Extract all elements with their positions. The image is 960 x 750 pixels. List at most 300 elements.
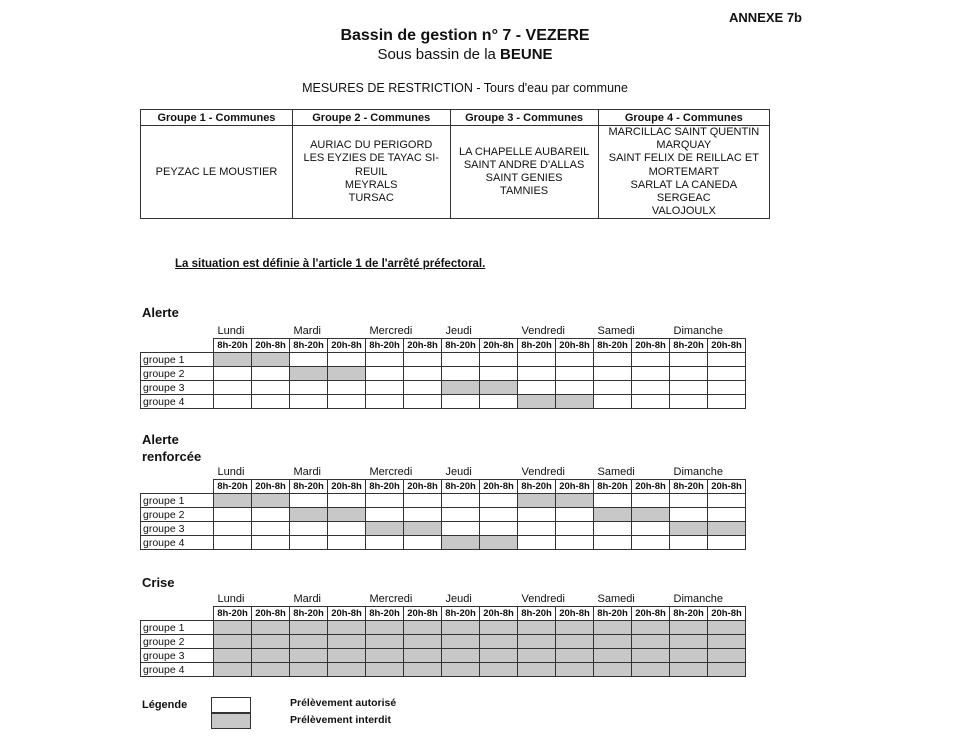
cell-forbidden xyxy=(632,621,670,635)
day-row xyxy=(141,465,746,480)
cell-allowed xyxy=(708,494,746,508)
cell-allowed xyxy=(404,494,442,508)
cell-forbidden xyxy=(632,663,670,677)
cell-allowed xyxy=(670,494,708,508)
cell-allowed xyxy=(632,353,670,367)
cell-allowed xyxy=(480,395,518,409)
cell-allowed xyxy=(366,395,404,409)
cell-forbidden xyxy=(252,635,290,649)
day-label: Lundi xyxy=(217,466,245,478)
cell-allowed xyxy=(594,395,632,409)
commune-name: SAINT ANDRE D'ALLAS xyxy=(463,159,585,171)
cell-forbidden xyxy=(480,649,518,663)
day-label: Jeudi xyxy=(445,466,472,478)
communes-table xyxy=(140,109,770,219)
group-row xyxy=(141,522,746,536)
cell-allowed xyxy=(442,395,480,409)
group-row xyxy=(141,367,746,381)
commune-name: PEYZAC LE MOUSTIER xyxy=(155,165,278,178)
cell-allowed xyxy=(594,536,632,550)
day-label: Mardi xyxy=(293,593,322,605)
time-slot-label: 8h-20h xyxy=(290,339,328,353)
cell-allowed xyxy=(556,381,594,395)
time-slot-label: 20h-8h xyxy=(556,480,594,494)
cell-forbidden xyxy=(214,494,252,508)
corner-cell xyxy=(141,339,214,353)
cell-forbidden xyxy=(328,663,366,677)
time-slot-label: 20h-8h xyxy=(632,607,670,621)
cell-forbidden xyxy=(632,508,670,522)
cell-allowed xyxy=(518,522,556,536)
cell-allowed xyxy=(404,353,442,367)
cell-allowed xyxy=(442,508,480,522)
day-label: Dimanche xyxy=(673,466,724,478)
cell-forbidden xyxy=(442,635,480,649)
cell-allowed xyxy=(670,353,708,367)
time-slot-label: 8h-20h xyxy=(442,607,480,621)
cell-allowed xyxy=(480,353,518,367)
time-slot-label: 20h-8h xyxy=(556,339,594,353)
time-slot-label: 8h-20h xyxy=(670,607,708,621)
group-label: groupe 1 xyxy=(141,621,214,635)
cell-forbidden xyxy=(328,508,366,522)
cell-forbidden xyxy=(404,649,442,663)
commune-name: MARQUAY xyxy=(656,139,712,152)
cell-forbidden xyxy=(594,635,632,649)
cell-allowed xyxy=(594,353,632,367)
schedule-title-line: Alerte xyxy=(142,432,179,447)
time-slot-label: 8h-20h xyxy=(518,607,556,621)
cell-allowed xyxy=(290,522,328,536)
cell-forbidden xyxy=(214,635,252,649)
cell-allowed xyxy=(480,494,518,508)
cell-allowed xyxy=(328,395,366,409)
cell-forbidden xyxy=(480,663,518,677)
cell-forbidden xyxy=(518,649,556,663)
cell-forbidden xyxy=(328,649,366,663)
group-row xyxy=(141,381,746,395)
cell-forbidden xyxy=(518,621,556,635)
cell-allowed xyxy=(442,522,480,536)
time-slot-label: 20h-8h xyxy=(556,607,594,621)
day-label: Dimanche xyxy=(673,325,724,337)
time-slot-label: 20h-8h xyxy=(328,339,366,353)
group-row xyxy=(141,635,746,649)
time-slot-label: 20h-8h xyxy=(708,480,746,494)
cell-forbidden xyxy=(480,621,518,635)
communes-cell-group-2 xyxy=(292,126,450,219)
commune-name: SAINT GENIES xyxy=(485,172,563,185)
subbasin-prefix: Sous bassin de la xyxy=(377,46,501,63)
cell-allowed xyxy=(594,494,632,508)
cell-forbidden xyxy=(328,621,366,635)
cell-allowed xyxy=(708,367,746,381)
time-slot-label: 8h-20h xyxy=(594,339,632,353)
communes-cell-group-4 xyxy=(598,126,769,219)
group-label: groupe 2 xyxy=(141,635,214,649)
day-label: Mardi xyxy=(293,325,322,337)
cell-forbidden xyxy=(442,649,480,663)
cell-forbidden xyxy=(556,649,594,663)
cell-allowed xyxy=(670,381,708,395)
cell-allowed xyxy=(670,508,708,522)
time-slot-label: 8h-20h xyxy=(518,339,556,353)
cell-forbidden xyxy=(518,663,556,677)
cell-allowed xyxy=(556,353,594,367)
cell-forbidden xyxy=(366,635,404,649)
cell-forbidden xyxy=(404,621,442,635)
cell-allowed xyxy=(290,395,328,409)
time-slot-label: 8h-20h xyxy=(442,339,480,353)
cell-forbidden xyxy=(442,663,480,677)
schedule-title xyxy=(142,574,175,591)
cell-allowed xyxy=(214,381,252,395)
cell-forbidden xyxy=(556,635,594,649)
day-label: Samedi xyxy=(597,325,635,337)
legend-swatch-allowed xyxy=(211,697,251,713)
group-row xyxy=(141,649,746,663)
cell-allowed xyxy=(366,353,404,367)
cell-forbidden xyxy=(594,649,632,663)
day-row xyxy=(141,324,746,339)
cell-forbidden xyxy=(252,663,290,677)
commune-name: SARLAT LA CANEDA xyxy=(630,178,738,191)
day-label: Lundi xyxy=(217,325,245,337)
group-label: groupe 3 xyxy=(141,522,214,536)
cell-allowed xyxy=(708,536,746,550)
cell-allowed xyxy=(480,508,518,522)
legend-label-forbidden: Prélèvement interdit xyxy=(290,714,391,726)
communes-cell-group-1 xyxy=(141,126,293,219)
corner-cell xyxy=(141,607,214,621)
cell-allowed xyxy=(442,494,480,508)
legend-swatch-forbidden xyxy=(211,713,251,729)
regulation-note: La situation est définie à l'article 1 de l'arrêté préfectoral. xyxy=(175,258,486,270)
cell-allowed xyxy=(290,494,328,508)
time-slot-label: 8h-20h xyxy=(366,339,404,353)
cell-allowed xyxy=(404,536,442,550)
time-slot-label: 8h-20h xyxy=(290,607,328,621)
time-slot-label: 20h-8h xyxy=(632,339,670,353)
cell-allowed xyxy=(328,494,366,508)
cell-allowed xyxy=(442,367,480,381)
cell-allowed xyxy=(404,367,442,381)
day-label: Mardi xyxy=(293,466,322,478)
time-slot-label: 20h-8h xyxy=(404,480,442,494)
commune-name: TURSAC xyxy=(348,192,394,205)
cell-allowed xyxy=(290,353,328,367)
cell-allowed xyxy=(290,536,328,550)
cell-allowed xyxy=(252,395,290,409)
day-label: Vendredi xyxy=(521,593,565,605)
commune-name: AURIAC DU PERIGORD xyxy=(310,139,433,152)
corner-cell xyxy=(141,324,214,339)
group-label: groupe 2 xyxy=(141,367,214,381)
cell-forbidden xyxy=(366,522,404,536)
time-slot-label: 8h-20h xyxy=(518,480,556,494)
day-label: Samedi xyxy=(597,466,635,478)
cell-forbidden xyxy=(290,621,328,635)
cell-allowed xyxy=(632,522,670,536)
cell-allowed xyxy=(670,367,708,381)
cell-forbidden xyxy=(708,649,746,663)
cell-allowed xyxy=(556,367,594,381)
cell-forbidden xyxy=(328,635,366,649)
cell-allowed xyxy=(594,381,632,395)
group-row xyxy=(141,353,746,367)
commune-name: MARCILLAC SAINT QUENTIN xyxy=(608,126,760,138)
cell-forbidden xyxy=(594,621,632,635)
cell-forbidden xyxy=(290,649,328,663)
cell-allowed xyxy=(632,367,670,381)
cell-forbidden xyxy=(328,367,366,381)
document-subtitle xyxy=(0,46,930,63)
communes-header-4: Groupe 4 - Communes xyxy=(598,110,769,126)
cell-allowed xyxy=(556,536,594,550)
cell-allowed xyxy=(556,508,594,522)
corner-cell xyxy=(141,480,214,494)
cell-allowed xyxy=(594,522,632,536)
day-row xyxy=(141,592,746,607)
cell-allowed xyxy=(290,381,328,395)
legend-title: Légende xyxy=(142,699,188,711)
time-slot-label: 20h-8h xyxy=(328,607,366,621)
cell-allowed xyxy=(480,522,518,536)
cell-forbidden xyxy=(670,663,708,677)
cell-forbidden xyxy=(480,536,518,550)
cell-allowed xyxy=(708,395,746,409)
time-slot-label: 20h-8h xyxy=(480,607,518,621)
annex-label: ANNEXE 7b xyxy=(729,10,802,25)
cell-allowed xyxy=(708,353,746,367)
cell-forbidden xyxy=(670,522,708,536)
day-label: Jeudi xyxy=(445,593,472,605)
cell-forbidden xyxy=(632,635,670,649)
cell-allowed xyxy=(632,395,670,409)
commune-name: SAINT FELIX DE REILLAC ET xyxy=(608,152,759,165)
cell-forbidden xyxy=(518,635,556,649)
group-label: groupe 1 xyxy=(141,353,214,367)
cell-allowed xyxy=(518,381,556,395)
cell-allowed xyxy=(366,536,404,550)
commune-name: LES EYZIES DE TAYAC SI- xyxy=(303,152,439,165)
cell-allowed xyxy=(366,494,404,508)
cell-forbidden xyxy=(708,663,746,677)
cell-allowed xyxy=(252,522,290,536)
cell-forbidden xyxy=(556,395,594,409)
cell-forbidden xyxy=(594,508,632,522)
time-slot-label: 8h-20h xyxy=(214,339,252,353)
cell-forbidden xyxy=(366,621,404,635)
cell-allowed xyxy=(670,395,708,409)
cell-forbidden xyxy=(442,621,480,635)
commune-name: VALOJOULX xyxy=(651,205,716,218)
day-label: Mercredi xyxy=(369,593,413,605)
day-label: Jeudi xyxy=(445,325,472,337)
cell-forbidden xyxy=(480,635,518,649)
cell-forbidden xyxy=(708,522,746,536)
cell-forbidden xyxy=(594,663,632,677)
time-slot-label: 8h-20h xyxy=(214,607,252,621)
cell-allowed xyxy=(252,508,290,522)
time-slot-label: 20h-8h xyxy=(708,339,746,353)
cell-allowed xyxy=(328,536,366,550)
group-label: groupe 4 xyxy=(141,663,214,677)
corner-cell xyxy=(141,465,214,480)
time-slot-label: 20h-8h xyxy=(480,480,518,494)
communes-header-3: Groupe 3 - Communes xyxy=(450,110,598,126)
time-slot-label: 20h-8h xyxy=(328,480,366,494)
cell-allowed xyxy=(632,494,670,508)
cell-allowed xyxy=(366,381,404,395)
cell-forbidden xyxy=(404,635,442,649)
cell-forbidden xyxy=(404,663,442,677)
group-row xyxy=(141,395,746,409)
cell-allowed xyxy=(252,381,290,395)
cell-forbidden xyxy=(252,353,290,367)
cell-allowed xyxy=(518,508,556,522)
cell-allowed xyxy=(404,508,442,522)
day-label: Dimanche xyxy=(673,593,724,605)
time-slot-label: 8h-20h xyxy=(670,480,708,494)
cell-forbidden xyxy=(214,353,252,367)
schedule-title-line: Crise xyxy=(142,575,175,590)
slot-row xyxy=(141,339,746,353)
time-slot-label: 8h-20h xyxy=(214,480,252,494)
cell-forbidden xyxy=(290,663,328,677)
cell-allowed xyxy=(708,381,746,395)
time-slot-label: 8h-20h xyxy=(670,339,708,353)
group-label: groupe 3 xyxy=(141,649,214,663)
cell-forbidden xyxy=(252,494,290,508)
group-label: groupe 4 xyxy=(141,395,214,409)
cell-forbidden xyxy=(404,522,442,536)
commune-name: TAMNIES xyxy=(500,185,549,198)
cell-allowed xyxy=(556,522,594,536)
group-label: groupe 1 xyxy=(141,494,214,508)
cell-forbidden xyxy=(290,635,328,649)
cell-allowed xyxy=(214,395,252,409)
cell-allowed xyxy=(404,395,442,409)
cell-forbidden xyxy=(290,508,328,522)
legend-label-allowed: Prélèvement autorisé xyxy=(290,697,397,709)
time-slot-label: 20h-8h xyxy=(632,480,670,494)
group-row xyxy=(141,621,746,635)
commune-name: LA CHAPELLE AUBAREIL xyxy=(458,145,590,158)
cell-allowed xyxy=(252,536,290,550)
cell-allowed xyxy=(252,367,290,381)
day-label: Mercredi xyxy=(369,325,413,337)
cell-forbidden xyxy=(214,621,252,635)
cell-forbidden xyxy=(214,663,252,677)
time-slot-label: 20h-8h xyxy=(404,607,442,621)
time-slot-label: 8h-20h xyxy=(594,480,632,494)
commune-name: MORTEMART xyxy=(648,165,720,178)
cell-allowed xyxy=(366,508,404,522)
day-label: Lundi xyxy=(217,593,245,605)
group-label: groupe 4 xyxy=(141,536,214,550)
group-label: groupe 3 xyxy=(141,381,214,395)
cell-allowed xyxy=(708,508,746,522)
schedule-title xyxy=(142,431,201,465)
cell-forbidden xyxy=(708,621,746,635)
time-slot-label: 20h-8h xyxy=(708,607,746,621)
time-slot-label: 8h-20h xyxy=(594,607,632,621)
cell-allowed xyxy=(594,367,632,381)
schedule-title-line: Alerte xyxy=(142,305,179,320)
cell-allowed xyxy=(214,508,252,522)
cell-forbidden xyxy=(670,635,708,649)
group-row xyxy=(141,663,746,677)
cell-allowed xyxy=(480,367,518,381)
cell-forbidden xyxy=(366,649,404,663)
section-heading: MESURES DE RESTRICTION - Tours d'eau par commune xyxy=(302,81,628,95)
cell-allowed xyxy=(670,536,708,550)
communes-header-1: Groupe 1 - Communes xyxy=(141,110,293,126)
cell-allowed xyxy=(518,536,556,550)
cell-forbidden xyxy=(442,381,480,395)
time-slot-label: 8h-20h xyxy=(442,480,480,494)
commune-name: MEYRALS xyxy=(344,178,398,191)
cell-forbidden xyxy=(366,663,404,677)
time-slot-label: 20h-8h xyxy=(480,339,518,353)
schedule-table xyxy=(140,592,746,677)
day-label: Samedi xyxy=(597,593,635,605)
day-label: Vendredi xyxy=(521,325,565,337)
cell-forbidden xyxy=(670,621,708,635)
schedule-table xyxy=(140,465,746,550)
cell-forbidden xyxy=(708,635,746,649)
cell-forbidden xyxy=(632,649,670,663)
cell-forbidden xyxy=(252,649,290,663)
communes-header-2: Groupe 2 - Communes xyxy=(292,110,450,126)
communes-header-row xyxy=(141,110,770,126)
time-slot-label: 20h-8h xyxy=(404,339,442,353)
subbasin-name: BEUNE xyxy=(500,46,553,63)
cell-forbidden xyxy=(252,621,290,635)
time-slot-label: 20h-8h xyxy=(252,607,290,621)
communes-cell-group-3 xyxy=(450,126,598,219)
cell-forbidden xyxy=(290,367,328,381)
cell-forbidden xyxy=(214,649,252,663)
day-label: Mercredi xyxy=(369,466,413,478)
cell-forbidden xyxy=(518,395,556,409)
slot-row xyxy=(141,480,746,494)
cell-allowed xyxy=(328,381,366,395)
cell-allowed xyxy=(442,353,480,367)
cell-allowed xyxy=(214,536,252,550)
communes-row xyxy=(141,126,770,219)
cell-allowed xyxy=(404,381,442,395)
cell-allowed xyxy=(518,367,556,381)
cell-allowed xyxy=(632,536,670,550)
group-row xyxy=(141,508,746,522)
cell-allowed xyxy=(328,522,366,536)
cell-forbidden xyxy=(556,663,594,677)
document-title: Bassin de gestion n° 7 - VEZERE xyxy=(340,27,590,44)
cell-allowed xyxy=(214,367,252,381)
day-label: Vendredi xyxy=(521,466,565,478)
commune-name: SERGEAC xyxy=(656,192,711,205)
cell-allowed xyxy=(518,353,556,367)
commune-name: REUIL xyxy=(355,165,388,178)
slot-row xyxy=(141,607,746,621)
cell-allowed xyxy=(328,353,366,367)
cell-allowed xyxy=(366,367,404,381)
cell-forbidden xyxy=(556,621,594,635)
cell-forbidden xyxy=(480,381,518,395)
time-slot-label: 8h-20h xyxy=(366,480,404,494)
